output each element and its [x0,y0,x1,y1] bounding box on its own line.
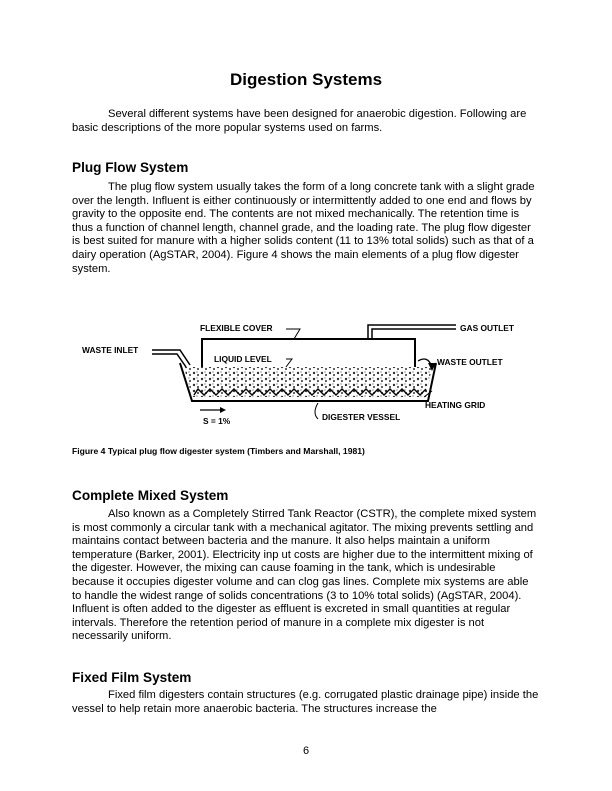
label-gas-outlet: GAS OUTLET [460,323,514,333]
label-waste-outlet: WASTE OUTLET [437,357,503,367]
section-heading-plug-flow: Plug Flow System [72,160,189,175]
label-heating-grid: HEATING GRID [425,400,486,410]
label-liquid-level: LIQUID LEVEL [214,354,272,364]
plug-flow-digester-diagram [72,293,540,443]
label-waste-inlet: WASTE INLET [82,345,139,355]
page-number: 6 [302,745,310,757]
plug-flow-digester-figure [72,293,540,443]
page-title: Digestion Systems [229,70,383,89]
label-slope: S = 1% [203,416,231,426]
figure-caption: Figure 4 Typical plug flow digester system (Timbers and Marshall, 1981) [72,446,365,456]
slurry-fill [184,367,432,397]
label-digester-vessel: DIGESTER VESSEL [322,412,401,422]
gas-outlet-pipe [368,325,456,340]
section-body-complete-mixed: Also known as a Completely Stirred Tank Reactor (CSTR), the complete mixed system is most commonly a circular tank with a mechanical agitator. The mixing prevents settling and maintains contact between bacteria and the manure. It also helps maintain a uniform temperature (Barker, 2001). Electricity inp ut costs are higher due to the intermittent mixing of the digester. However, the mixing can cause foaming in the tank, which is undesirable because it occupies digester volume and can clog gas lines. Complete mix systems are able to handle the widest range of solids concentrations (3 to 10% total solids) (AgSTAR, 2004). Influent is often added to the digester as effluent is excreted in small quantities at regular intervals. Therefore the retention period of manure in a complete mix digester is not necessarily uniform. [72,508,537,643]
section-body-fixed-film: Fixed film digesters contain structures (e.g. corrugated plastic drainage pipe) inside the vessel to help retain more anaerobic bacteria. The structures increase the [72,689,539,715]
section-heading-fixed-film: Fixed Film System [72,670,192,685]
section-body-plug-flow: The plug flow system usually takes the form of a long concrete tank with a slight grade over the length. Influent is either continuously or intermittently added to one end and flows by gravity to the opposite end. The contents are not mixed mechanically. The retention time is thus a function of channel length, channel grade, and the loading rate. The plug flow digester is best suited for manure with a higher solids content (11 to 13% total solids) such as that of a dairy operation (AgSTAR, 2004). Figure 4 shows the main elements of a plug flow digester system. [72,181,535,275]
intro-paragraph: Several different systems have been designed for anaerobic digestion. Following are basic descriptions of the more popular systems used on farms. [72,108,527,134]
section-heading-complete-mixed: Complete Mixed System [72,488,229,503]
label-flexible-cover: FLEXIBLE COVER [200,323,273,333]
waste-inlet-pipe [152,350,190,365]
